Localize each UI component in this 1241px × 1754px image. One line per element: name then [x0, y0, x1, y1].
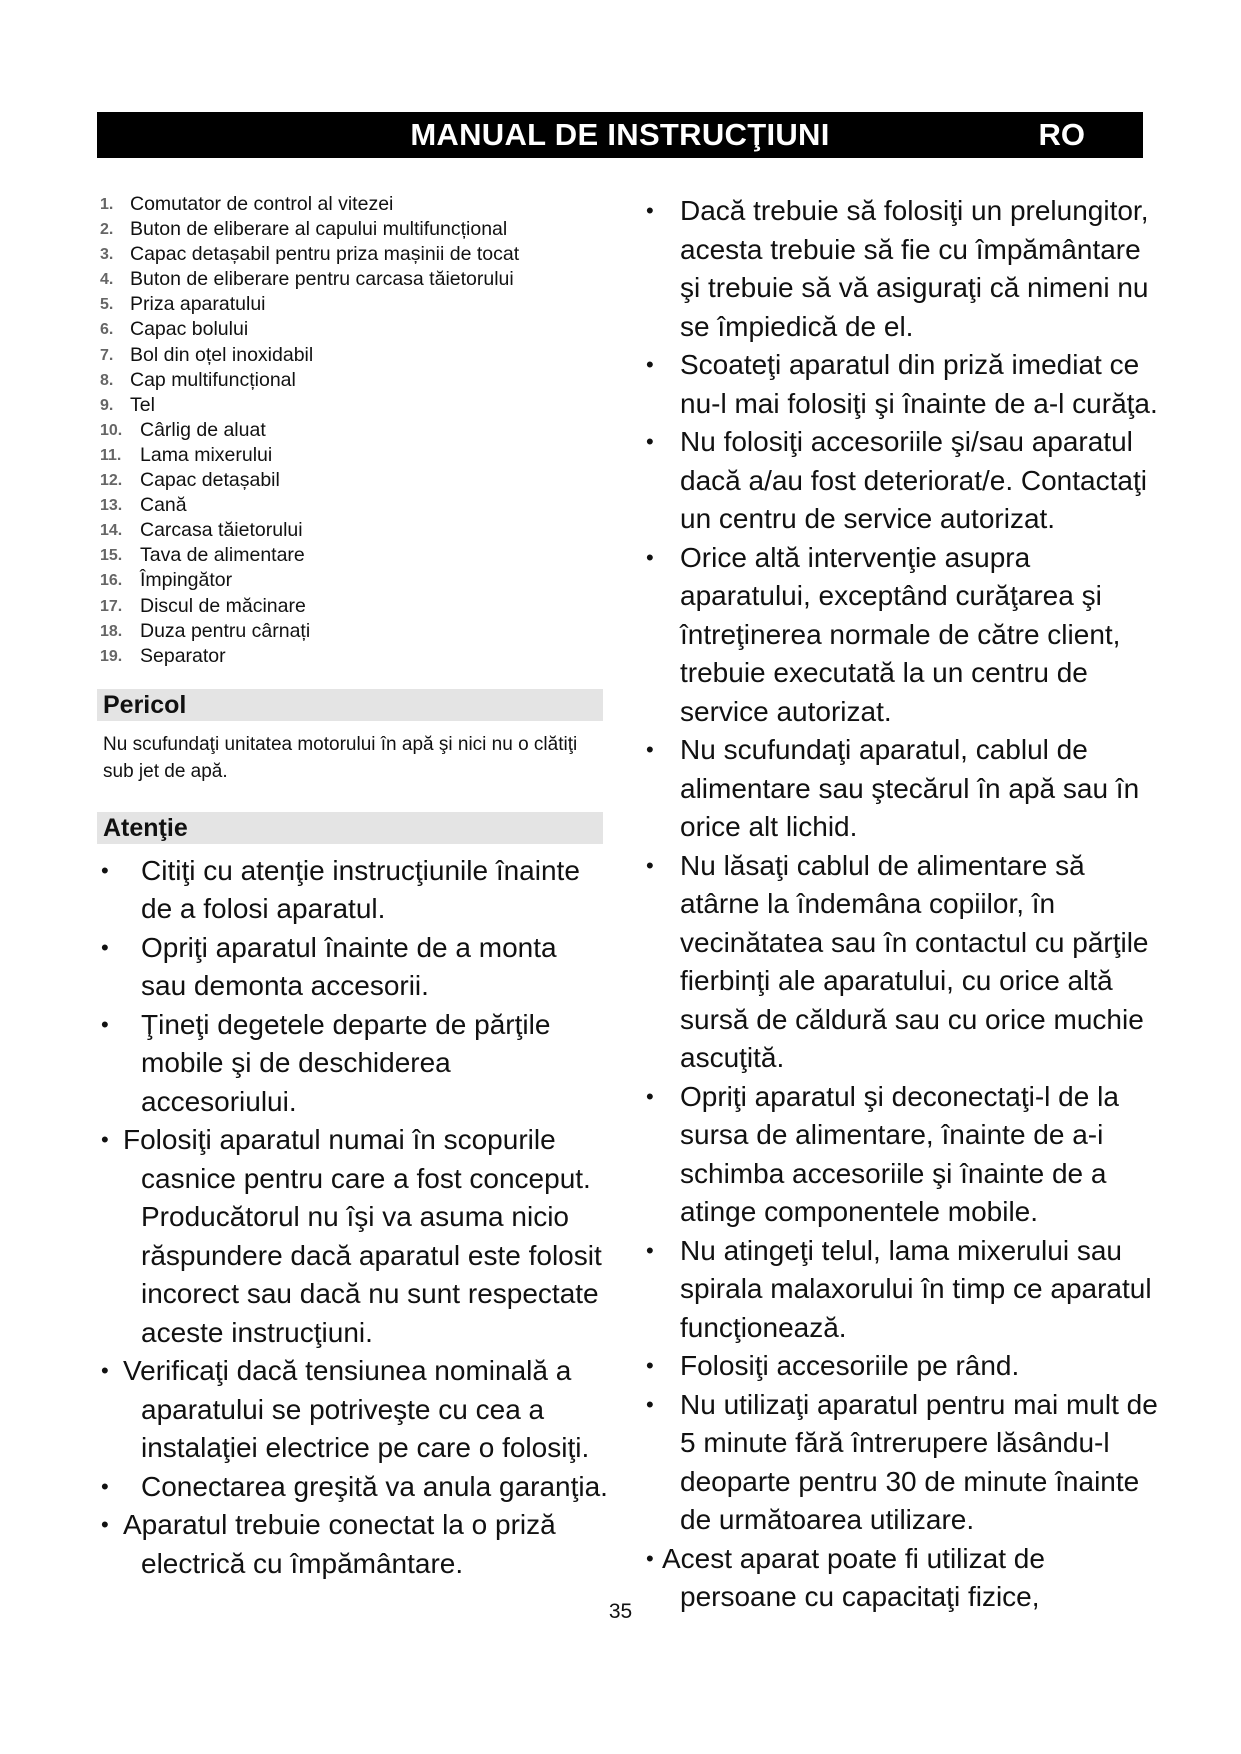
bullet-icon: • — [646, 198, 654, 223]
header-bar — [97, 112, 1143, 158]
list-item — [97, 393, 609, 418]
left-column — [97, 192, 609, 1583]
manual-title: MANUAL DE INSTRUCŢIUNI — [410, 117, 830, 152]
item-text: Nu lăsaţi cablul de alimentare să atârne la îndemâna copiilor, în vecinătatea sau în contactul cu părţile fierbinţi ale aparatului, cu orice altă sursă de căldură sau cu orice muchie ascuţită. — [680, 849, 1149, 1073]
bullet-icon: • — [646, 429, 654, 454]
list-item — [97, 929, 609, 1006]
item-text: Priza aparatului — [130, 293, 266, 316]
item-text: Bol din oțel inoxidabil — [130, 343, 314, 366]
list-item — [642, 847, 1162, 1078]
list-item — [97, 343, 609, 368]
item-number: 5. — [100, 296, 114, 314]
list-item — [97, 317, 609, 342]
list-item — [97, 292, 609, 317]
item-number: 8. — [100, 371, 114, 389]
item-number: 6. — [100, 321, 114, 339]
list-item — [97, 518, 609, 543]
list-item — [97, 1352, 609, 1468]
atentie-list — [97, 852, 609, 1584]
item-number: 7. — [100, 346, 114, 364]
item-text: Ţineţi degetele departe de părţile mobile şi de deschiderea accesoriului. — [141, 1008, 551, 1117]
bullet-icon: • — [101, 857, 109, 883]
bullet-icon: • — [101, 1011, 109, 1037]
item-text: Nu scufundaţi aparatul, cablul de alimentare sau ştecărul în apă sau în orice alt lichid. — [680, 734, 1140, 842]
bullet-icon: • — [646, 1237, 654, 1263]
list-item — [97, 1468, 609, 1507]
bullet-icon: • — [646, 1391, 654, 1417]
bullet-icon: • — [646, 544, 654, 570]
item-text: Folosiţi aparatul numai în scopurile casnice pentru care a fost conceput. Producătorul nu îşi va asuma nicio răspundere dacă aparatul este folosit incorect sau dacă nu sunt respectate aceste instrucţiuni. — [123, 1124, 602, 1348]
item-text: Opriţi aparatul înainte de a monta sau demonta accesorii. — [141, 931, 557, 1002]
item-text: Lama mixerului — [140, 443, 273, 466]
item-text: Nu utilizaţi aparatul pentru mai mult de 5 minute fără întrerupere lăsându-l deoparte pentru 30 de minute înainte de următoarea utilizare. — [680, 1388, 1158, 1535]
list-item — [97, 418, 609, 443]
item-text: Tel — [130, 393, 155, 416]
list-item — [97, 852, 609, 929]
list-item — [97, 568, 609, 593]
list-item — [642, 1347, 1162, 1386]
list-item — [97, 644, 609, 669]
item-text: Conectarea greşită va anula garanţia. — [141, 1470, 608, 1502]
item-text: Scoateţi aparatul din priză imediat ce nu-l mai folosiţi şi înainte de a-l curăţa. — [680, 349, 1158, 419]
list-item — [97, 368, 609, 393]
item-text: Separator — [140, 644, 226, 667]
bullet-icon: • — [646, 1083, 654, 1109]
list-item — [642, 1386, 1162, 1540]
item-text: Comutator de control al vitezei — [130, 193, 394, 215]
item-text: Dacă trebuie să folosiţi un prelungitor, acesta trebuie să fie cu împământare şi trebuie să vă asiguraţi că nimeni nu se împiedică de el. — [680, 195, 1149, 342]
item-number: 10. — [100, 421, 123, 439]
item-text: Cap multifuncțional — [130, 368, 296, 391]
item-text: Împingător — [140, 569, 233, 592]
list-item — [97, 192, 609, 217]
item-text: Tava de alimentare — [140, 544, 305, 567]
bullet-icon: • — [101, 1512, 109, 1538]
bullet-icon: • — [101, 1473, 109, 1499]
list-item — [642, 1078, 1162, 1232]
atentie-heading: Atenţie — [97, 812, 603, 844]
right-column — [642, 192, 1162, 1617]
item-number: 18. — [100, 622, 123, 640]
bullet-icon: • — [646, 1545, 654, 1571]
bullet-icon: • — [646, 352, 654, 377]
list-item — [97, 543, 609, 568]
list-item — [97, 594, 609, 619]
item-text: Orice altă intervenţie asupra aparatului, exceptând curăţarea şi întreţinerea normale de către client, trebuie executată la un centru de service autorizat. — [680, 541, 1121, 727]
item-text: Buton de eliberare pentru carcasa tăietorului — [130, 268, 514, 291]
list-item — [97, 267, 609, 292]
list-item — [642, 731, 1162, 847]
item-number: 16. — [100, 572, 123, 590]
list-item — [97, 1006, 609, 1122]
bullet-icon: • — [646, 852, 654, 878]
pericol-heading: Pericol — [97, 689, 603, 721]
item-number: 11. — [100, 446, 122, 464]
item-text: Opriţi aparatul şi deconectaţi-l de la sursa de alimentare, înainte de a-i schimba accesoriile şi înainte de a atinge componentele mobile. — [680, 1080, 1119, 1227]
item-text: Carcasa tăietorului — [140, 519, 303, 542]
item-number: 2. — [100, 221, 114, 239]
list-item — [642, 423, 1162, 539]
item-text: Cană — [140, 494, 187, 517]
bullet-icon: • — [646, 737, 654, 762]
page-number: 35 — [608, 1600, 633, 1623]
item-text: Capac bolului — [130, 318, 249, 341]
item-number: 1. — [100, 196, 114, 213]
item-number: 14. — [100, 522, 123, 540]
pericol-text: Nu scufundaţi unitatea motorului în apă şi nici nu o clătiţi sub jet de apă. — [103, 733, 578, 782]
list-item — [97, 217, 609, 242]
item-text: Duza pentru cârnați — [140, 619, 311, 642]
item-number: 19. — [100, 647, 123, 665]
item-number: 17. — [100, 597, 123, 615]
list-item — [97, 443, 609, 468]
list-item — [97, 1121, 609, 1352]
list-item — [97, 468, 609, 493]
item-text: Citiţi cu atenţie instrucţiunile înainte de a folosi aparatul. — [141, 854, 580, 925]
list-item — [642, 346, 1162, 423]
list-item — [97, 1506, 609, 1583]
bullet-icon: • — [101, 1127, 109, 1153]
list-item — [642, 1232, 1162, 1348]
item-number: 4. — [100, 271, 114, 289]
item-number: 3. — [100, 246, 114, 264]
item-text: Cârlig de aluat — [140, 418, 266, 441]
bullet-icon: • — [101, 1358, 109, 1384]
bullet-icon: • — [646, 1353, 654, 1378]
item-text: Nu atingeţi telul, lama mixerului sau spirala malaxorului în timp ce aparatul funcţionează. — [680, 1234, 1152, 1343]
bullet-icon: • — [101, 934, 109, 960]
safety-list — [642, 192, 1162, 1617]
item-text: Capac detașabil — [140, 469, 280, 492]
language-code: RO — [1038, 117, 1085, 152]
item-number: 15. — [100, 547, 123, 565]
list-item — [97, 242, 609, 267]
item-text: Nu folosiţi accesoriile şi/sau aparatul dacă a/au fost deteriorat/e. Contactaţi un centru de service autorizat. — [680, 426, 1147, 534]
item-text: Folosiţi accesoriile pe rând. — [680, 1350, 1020, 1381]
item-text: Verificaţi dacă tensiunea nominală a aparatului se potriveşte cu cea a instalaţiei electrice pe care o folosiţi. — [123, 1355, 590, 1464]
item-text: Acest aparat poate fi utilizat de persoane cu capacitaţi fizice, — [662, 1542, 1045, 1612]
item-text: Capac detașabil pentru priza mașinii de tocat — [130, 243, 520, 266]
list-item — [97, 619, 609, 644]
item-text: Aparatul trebuie conectat la o priză electrică cu împământare. — [123, 1509, 556, 1579]
parts-list — [97, 192, 609, 669]
item-text: Buton de eliberare al capului multifuncțional — [130, 218, 508, 241]
item-number: 9. — [100, 396, 114, 414]
item-text: Discul de măcinare — [140, 594, 306, 617]
list-item — [642, 539, 1162, 732]
list-item — [97, 493, 609, 518]
item-number: 13. — [100, 497, 123, 515]
list-item — [642, 192, 1162, 346]
item-number: 12. — [100, 472, 123, 490]
